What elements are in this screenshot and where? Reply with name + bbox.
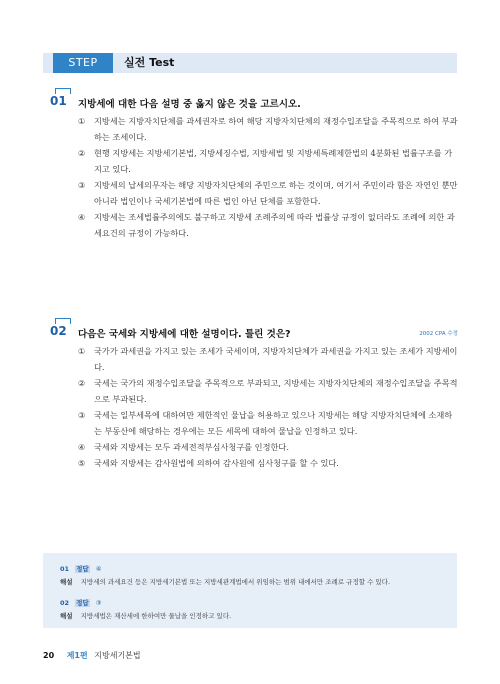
choice-number: ③ [78,410,86,420]
choice-item [78,209,458,241]
explanation-label: 해설 [60,578,73,586]
question-source: 2002 CPA 수정 [419,331,458,337]
question-text: 다음은 국세와 지방세에 대한 설명이다. 틀린 것은? [78,329,291,340]
choice-number: ④ [78,212,86,222]
choice-item [78,177,458,209]
choice-text: 현행 지방세는 지방세기본법, 지방세징수법, 지방세법 및 지방세특례제한법의 4분화된 법률구조를 가지고 있다. [94,148,453,174]
choice-text: 지방세의 납세의무자는 해당 지방자치단체의 주민으로 하는 것이며, 여기서 주민이라 함은 자연인 뿐만 아니라 법인이나 국세기본법에 따른 법인 아닌 단체를 포함한다. [94,180,458,206]
choice-text: 국세는 일부세목에 대하여만 제한적인 물납을 허용하고 있으나 지방세는 해당 지방자치단체에 소재하는 부동산에 해당하는 경우에는 모든 세목에 대하여 물납을 인정하고 있다. [94,410,453,436]
answer-number: 01 [60,565,70,573]
choice-number: ⑤ [78,458,86,468]
choice-number: ② [78,148,86,158]
choice-text: 국세와 지방세는 모두 과세전적부심사청구를 인정한다. [94,442,289,452]
choice-item [78,113,458,145]
choice-number: ③ [78,180,86,190]
choice-item [78,439,458,455]
explanation-text: 지방세법은 재산세에 한하여만 물납을 인정하고 있다. [80,612,232,620]
part-label: 제1편 [66,651,88,660]
choice-text: 지방세는 지방자치단체를 과세권자로 하여 해당 지방자치단체의 재정수입조달을 주목적으로 하여 부과하는 조세이다. [94,116,458,142]
page-footer [43,650,141,661]
choice-text: 국세는 국가의 재정수입조달을 주목적으로 부과되고, 지방세는 지방자치단체의 재정수입조달을 주목적으로 부과된다. [94,378,458,404]
answer-header [60,598,102,607]
choice-list [78,113,458,241]
chapter-label: 지방세기본법 [94,651,141,660]
section-title: 실전 Test [124,56,175,69]
answer-tag: 정답 [76,565,89,573]
answer-explanation-line [60,577,390,586]
answer-number: 02 [60,599,70,607]
choice-item [78,145,458,177]
choice-number: ④ [78,442,86,452]
choice-number: ① [78,116,86,126]
choice-item [78,343,458,375]
choice-text: 국세와 지방세는 감사원법에 의하여 감사원에 심사청구를 할 수 있다. [94,458,339,468]
choice-number: ① [78,346,86,356]
answer-value: ③ [95,599,102,607]
choice-item [78,407,458,439]
question-number: 01 [50,94,67,108]
answer-tag: 정답 [76,599,89,607]
explanation-label: 해설 [60,612,73,620]
choice-list [78,343,458,471]
explanation-text: 지방세의 과세요건 등은 지방세기본법 또는 지방세관계법에서 위임하는 범위 내에서만 조례로 규정할 수 있다. [80,578,391,586]
question-number: 02 [50,324,67,338]
choice-item [78,375,458,407]
step-badge: STEP [53,53,113,73]
choice-text: 지방세는 조세법률주의에도 불구하고 지방세 조례주의에 따라 법률상 규정이 없더라도 조례에 의한 과세요건의 규정이 가능하다. [94,212,455,238]
answer-value: ④ [95,565,102,573]
answer-explanation-line [60,611,231,620]
choice-text: 국가가 과세권을 가지고 있는 조세가 국세이며, 지방자치단체가 과세권을 가지고 있는 조세가 지방세이다. [94,346,458,372]
answer-header [60,564,102,573]
choice-number: ② [78,378,86,388]
choice-item [78,455,458,471]
question-text: 지방세에 대한 다음 설명 중 옳지 않은 것을 고르시오. [78,99,301,110]
page-number: 20 [43,651,55,660]
